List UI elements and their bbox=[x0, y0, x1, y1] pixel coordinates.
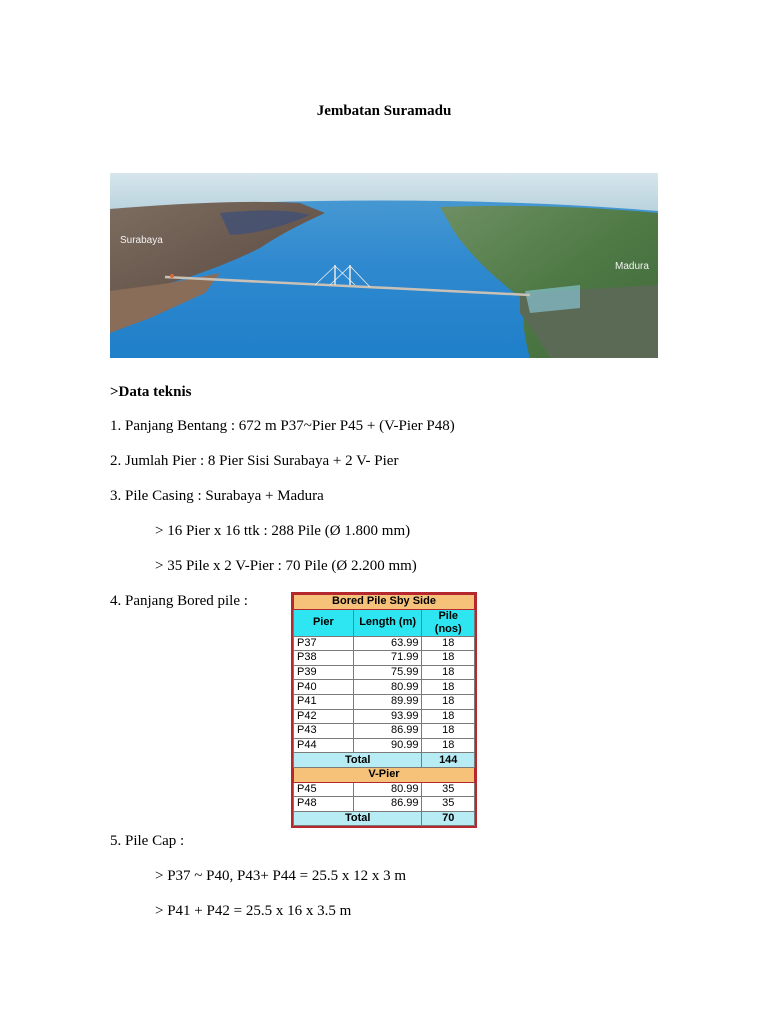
item-pile-casing-sub-2: > 35 Pile x 2 V-Pier : 70 Pile (Ø 2.200 mm) bbox=[155, 558, 417, 574]
item-pile-cap: 5. Pile Cap : bbox=[110, 833, 185, 849]
table-row: P40 80.99 18 bbox=[294, 680, 475, 695]
table-row: P39 75.99 18 bbox=[294, 665, 475, 680]
item-pile-casing: 3. Pile Casing : Surabaya + Madura bbox=[110, 488, 324, 504]
item-jumlah-pier: 2. Jumlah Pier : 8 Pier Sisi Surabaya + 2 V- Pier bbox=[110, 453, 399, 469]
table-row: P48 86.99 35 bbox=[294, 797, 475, 812]
vpier-title: V-Pier bbox=[294, 767, 475, 782]
item-panjang-bentang: 1. Panjang Bentang : 672 m P37~Pier P45 + (V-Pier P48) bbox=[110, 418, 455, 434]
bridge-aerial-image bbox=[110, 173, 658, 358]
table-title: Bored Pile Sby Side bbox=[294, 595, 475, 610]
bored-pile-table bbox=[291, 592, 477, 828]
col-header-pile: Pile (nos) bbox=[422, 609, 475, 636]
item-pile-cap-sub-1: > P37 ~ P40, P43+ P44 = 25.5 x 12 x 3 m bbox=[155, 868, 407, 884]
table-row: P38 71.99 18 bbox=[294, 651, 475, 666]
total-row bbox=[294, 811, 475, 826]
table-row: P42 93.99 18 bbox=[294, 709, 475, 724]
surabaya-label: Surabaya bbox=[120, 235, 163, 246]
madura-label: Madura bbox=[615, 261, 649, 272]
table-row: P45 80.99 35 bbox=[294, 782, 475, 797]
table-row: P41 89.99 18 bbox=[294, 694, 475, 709]
page-title: Jembatan Suramadu bbox=[316, 103, 452, 119]
table-row: P43 86.99 18 bbox=[294, 724, 475, 739]
col-header-length: Length (m) bbox=[353, 609, 422, 636]
total-label: Total bbox=[294, 811, 422, 826]
total-value: 144 bbox=[422, 753, 475, 768]
section-heading: >Data teknis bbox=[110, 384, 192, 400]
item-pile-cap-sub-2: > P41 + P42 = 25.5 x 16 x 3.5 m bbox=[155, 903, 352, 919]
total-value: 70 bbox=[422, 811, 475, 826]
total-row bbox=[294, 753, 475, 768]
item-pile-casing-sub-1: > 16 Pier x 16 ttk : 288 Pile (Ø 1.800 mm) bbox=[155, 523, 411, 539]
total-label: Total bbox=[294, 753, 422, 768]
col-header-pier: Pier bbox=[294, 609, 354, 636]
item-panjang-bored-pile: 4. Panjang Bored pile : bbox=[110, 593, 248, 609]
table-row: P44 90.99 18 bbox=[294, 738, 475, 753]
table-row: P37 63.99 18 bbox=[294, 636, 475, 651]
